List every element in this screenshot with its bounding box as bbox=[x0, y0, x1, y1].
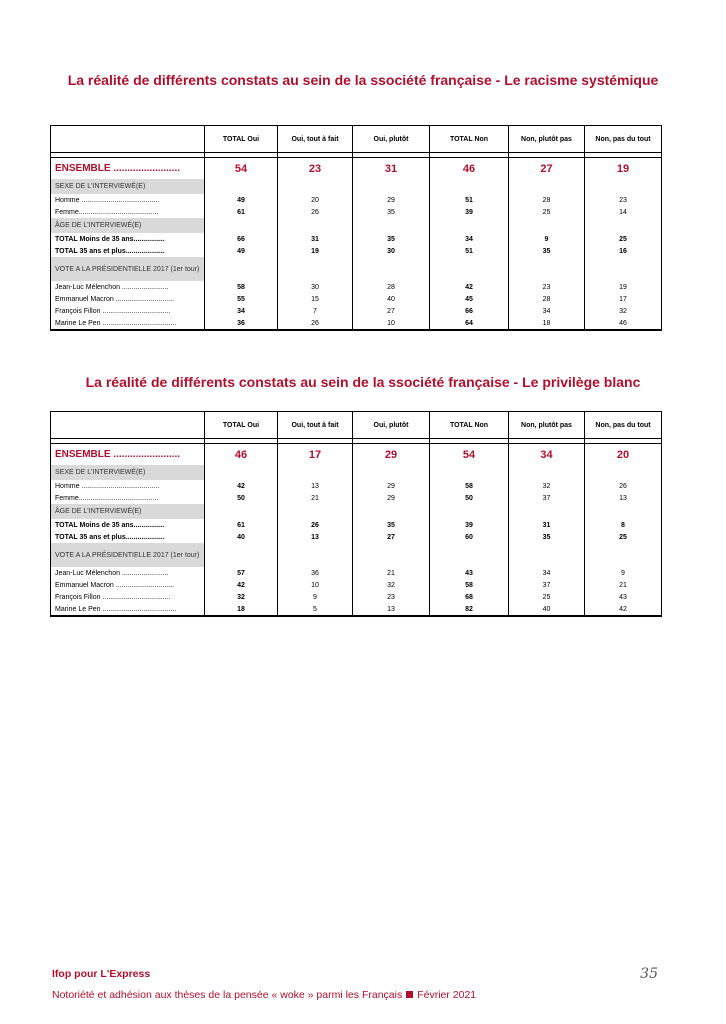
spacer-cell bbox=[352, 439, 429, 443]
spacer-cell bbox=[429, 439, 508, 443]
column-header: Non, plutôt pas bbox=[508, 412, 584, 438]
value-cell: 13 bbox=[277, 480, 352, 492]
value-cell: 51 bbox=[429, 245, 508, 257]
value-cell: 35 bbox=[508, 531, 584, 543]
table-row bbox=[51, 194, 661, 206]
value-cell: 9 bbox=[584, 567, 661, 579]
section-empty-cell bbox=[508, 465, 584, 480]
value-cell: 66 bbox=[204, 233, 277, 245]
value-cell: 68 bbox=[429, 591, 508, 603]
value-cell: 64 bbox=[429, 317, 508, 329]
value-cell: 37 bbox=[508, 579, 584, 591]
value-cell: 51 bbox=[429, 194, 508, 206]
value-cell: 21 bbox=[352, 567, 429, 579]
value-cell: 15 bbox=[277, 293, 352, 305]
row-label: Homme ........................................ bbox=[55, 482, 160, 490]
value-cell: 10 bbox=[352, 317, 429, 329]
table-row bbox=[51, 603, 661, 615]
value-cell: 55 bbox=[204, 293, 277, 305]
section-empty-cell bbox=[429, 465, 508, 480]
value-cell: 27 bbox=[352, 531, 429, 543]
section-empty-cell bbox=[429, 257, 508, 281]
section-empty-cell bbox=[584, 504, 661, 519]
page-number: 35 bbox=[640, 966, 658, 982]
table-row bbox=[51, 317, 661, 329]
table-header-row bbox=[51, 126, 661, 153]
value-cell: 35 bbox=[352, 233, 429, 245]
value-cell: 17 bbox=[584, 293, 661, 305]
value-cell: 34 bbox=[429, 233, 508, 245]
value-cell: 29 bbox=[352, 444, 429, 465]
value-cell: 61 bbox=[204, 519, 277, 531]
table-row bbox=[51, 281, 661, 293]
section-empty-cell bbox=[277, 543, 352, 567]
section-label: SEXE DE L'INTERVIEWÉ(E) bbox=[51, 465, 204, 480]
value-cell: 9 bbox=[277, 591, 352, 603]
value-cell: 82 bbox=[429, 603, 508, 615]
value-cell: 26 bbox=[277, 206, 352, 218]
section-empty-cell bbox=[584, 179, 661, 194]
column-header: Oui, tout à fait bbox=[277, 412, 352, 438]
row-label: TOTAL Moins de 35 ans................ bbox=[55, 521, 165, 529]
value-cell: 23 bbox=[352, 591, 429, 603]
value-cell: 8 bbox=[584, 519, 661, 531]
value-cell: 32 bbox=[584, 305, 661, 317]
value-cell: 13 bbox=[352, 603, 429, 615]
value-cell: 35 bbox=[508, 245, 584, 257]
value-cell: 42 bbox=[204, 579, 277, 591]
table-row bbox=[51, 293, 661, 305]
value-cell: 27 bbox=[352, 305, 429, 317]
footer-organization: Ifop pour L'Express bbox=[52, 968, 151, 980]
value-cell: 45 bbox=[429, 293, 508, 305]
row-label: TOTAL 35 ans et plus.................... bbox=[55, 247, 165, 255]
header-label-cell bbox=[51, 126, 204, 152]
value-cell: 60 bbox=[429, 531, 508, 543]
value-cell: 25 bbox=[508, 591, 584, 603]
value-cell: 23 bbox=[508, 281, 584, 293]
value-cell: 36 bbox=[204, 317, 277, 329]
value-cell: 49 bbox=[204, 194, 277, 206]
value-cell: 42 bbox=[429, 281, 508, 293]
value-cell: 26 bbox=[277, 519, 352, 531]
value-cell: 21 bbox=[584, 579, 661, 591]
section-header-row bbox=[51, 504, 661, 519]
square-bullet-icon bbox=[406, 991, 413, 998]
value-cell: 32 bbox=[352, 579, 429, 591]
section-empty-cell bbox=[508, 257, 584, 281]
section-empty-cell bbox=[204, 179, 277, 194]
column-header: TOTAL Oui bbox=[204, 412, 277, 438]
spacer-cell bbox=[204, 153, 277, 157]
value-cell: 39 bbox=[429, 206, 508, 218]
row-label: ENSEMBLE ........................ bbox=[55, 449, 181, 460]
value-cell: 26 bbox=[277, 317, 352, 329]
value-cell: 35 bbox=[352, 519, 429, 531]
column-header: Non, pas du tout bbox=[584, 126, 661, 152]
value-cell: 50 bbox=[204, 492, 277, 504]
value-cell: 25 bbox=[584, 233, 661, 245]
value-cell: 54 bbox=[204, 158, 277, 179]
column-header: TOTAL Non bbox=[429, 412, 508, 438]
value-cell: 26 bbox=[584, 480, 661, 492]
table-row bbox=[51, 531, 661, 543]
value-cell: 13 bbox=[277, 531, 352, 543]
row-label: Marine Le Pen ...................................... bbox=[55, 605, 177, 613]
section-empty-cell bbox=[277, 465, 352, 480]
row-label: TOTAL 35 ans et plus.................... bbox=[55, 533, 165, 541]
value-cell: 43 bbox=[429, 567, 508, 579]
section-empty-cell bbox=[352, 257, 429, 281]
section-empty-cell bbox=[204, 543, 277, 567]
table-row bbox=[51, 480, 661, 492]
section-label: VOTE A LA PRÉSIDENTIELLE 2017 (1er tour) bbox=[51, 543, 204, 567]
table-row bbox=[51, 206, 661, 218]
column-header: Oui, tout à fait bbox=[277, 126, 352, 152]
section-empty-cell bbox=[352, 179, 429, 194]
value-cell: 27 bbox=[508, 158, 584, 179]
row-label: TOTAL Moins de 35 ans................ bbox=[55, 235, 165, 243]
row-label: Marine Le Pen ...................................... bbox=[55, 319, 177, 327]
value-cell: 23 bbox=[584, 194, 661, 206]
table-row bbox=[51, 567, 661, 579]
value-cell: 29 bbox=[352, 480, 429, 492]
value-cell: 43 bbox=[584, 591, 661, 603]
value-cell: 49 bbox=[204, 245, 277, 257]
value-cell: 18 bbox=[508, 317, 584, 329]
section-empty-cell bbox=[508, 218, 584, 233]
section-empty-cell bbox=[429, 218, 508, 233]
section-empty-cell bbox=[429, 543, 508, 567]
row-label: Emmanuel Macron .............................. bbox=[55, 581, 175, 589]
ensemble-row bbox=[51, 158, 661, 179]
value-cell: 34 bbox=[508, 305, 584, 317]
value-cell: 25 bbox=[584, 531, 661, 543]
section-empty-cell bbox=[277, 257, 352, 281]
value-cell: 50 bbox=[429, 492, 508, 504]
section-header-row bbox=[51, 543, 661, 567]
value-cell: 58 bbox=[429, 579, 508, 591]
section-label: ÂGE DE L'INTERVIEWÉ(E) bbox=[51, 504, 204, 519]
section-empty-cell bbox=[584, 257, 661, 281]
footer-date: Février 2021 bbox=[417, 989, 477, 1001]
section-empty-cell bbox=[277, 218, 352, 233]
value-cell: 34 bbox=[508, 567, 584, 579]
value-cell: 32 bbox=[204, 591, 277, 603]
row-label: Homme ........................................ bbox=[55, 196, 160, 204]
column-header: Oui, plutôt bbox=[352, 412, 429, 438]
spacer-cell bbox=[51, 439, 204, 443]
column-header: Non, pas du tout bbox=[584, 412, 661, 438]
column-header: Oui, plutôt bbox=[352, 126, 429, 152]
header-label-cell bbox=[51, 412, 204, 438]
value-cell: 21 bbox=[277, 492, 352, 504]
value-cell: 10 bbox=[277, 579, 352, 591]
section-empty-cell bbox=[277, 179, 352, 194]
section-empty-cell bbox=[429, 504, 508, 519]
value-cell: 16 bbox=[584, 245, 661, 257]
value-cell: 57 bbox=[204, 567, 277, 579]
section-empty-cell bbox=[508, 179, 584, 194]
table-row bbox=[51, 519, 661, 531]
value-cell: 29 bbox=[352, 492, 429, 504]
table-header-row bbox=[51, 412, 661, 439]
section-empty-cell bbox=[204, 218, 277, 233]
footer-study-title: Notoriété et adhésion aux thèses de la pensée « woke » parmi les Français bbox=[52, 989, 403, 1001]
table-title: La réalité de différents constats au sein de la ssociété française - Le racisme systémique bbox=[67, 72, 659, 88]
row-label: Femme......................................... bbox=[55, 494, 159, 502]
section-empty-cell bbox=[204, 257, 277, 281]
section-header-row bbox=[51, 257, 661, 281]
value-cell: 19 bbox=[584, 158, 661, 179]
value-cell: 32 bbox=[508, 480, 584, 492]
value-cell: 35 bbox=[352, 206, 429, 218]
value-cell: 31 bbox=[277, 233, 352, 245]
value-cell: 36 bbox=[277, 567, 352, 579]
table-row bbox=[51, 233, 661, 245]
value-cell: 23 bbox=[277, 158, 352, 179]
spacer-cell bbox=[508, 153, 584, 157]
row-label: Femme......................................... bbox=[55, 208, 159, 216]
value-cell: 14 bbox=[584, 206, 661, 218]
value-cell: 46 bbox=[204, 444, 277, 465]
section-label: SEXE DE L'INTERVIEWÉ(E) bbox=[51, 179, 204, 194]
value-cell: 20 bbox=[277, 194, 352, 206]
column-header: TOTAL Non bbox=[429, 126, 508, 152]
section-empty-cell bbox=[508, 543, 584, 567]
value-cell: 58 bbox=[429, 480, 508, 492]
row-label: François Fillon ................................... bbox=[55, 307, 171, 315]
section-header-row bbox=[51, 218, 661, 233]
value-cell: 39 bbox=[429, 519, 508, 531]
value-cell: 34 bbox=[204, 305, 277, 317]
section-empty-cell bbox=[277, 504, 352, 519]
value-cell: 28 bbox=[508, 293, 584, 305]
row-label: Emmanuel Macron .............................. bbox=[55, 295, 175, 303]
section-empty-cell bbox=[584, 465, 661, 480]
value-cell: 61 bbox=[204, 206, 277, 218]
spacer-cell bbox=[584, 153, 661, 157]
value-cell: 42 bbox=[204, 480, 277, 492]
spacer-cell bbox=[204, 439, 277, 443]
row-label: ENSEMBLE ........................ bbox=[55, 163, 181, 174]
value-cell: 17 bbox=[277, 444, 352, 465]
value-cell: 20 bbox=[584, 444, 661, 465]
section-empty-cell bbox=[352, 465, 429, 480]
table-row bbox=[51, 591, 661, 603]
value-cell: 7 bbox=[277, 305, 352, 317]
value-cell: 28 bbox=[508, 194, 584, 206]
value-cell: 19 bbox=[584, 281, 661, 293]
value-cell: 29 bbox=[352, 194, 429, 206]
spacer-cell bbox=[584, 439, 661, 443]
value-cell: 46 bbox=[584, 317, 661, 329]
column-header: TOTAL Oui bbox=[204, 126, 277, 152]
row-label: Jean-Luc Mélenchon ........................ bbox=[55, 283, 169, 291]
section-header-row bbox=[51, 179, 661, 194]
results-table bbox=[50, 411, 662, 617]
section-empty-cell bbox=[508, 504, 584, 519]
section-empty-cell bbox=[352, 218, 429, 233]
section-empty-cell bbox=[352, 504, 429, 519]
table-row bbox=[51, 245, 661, 257]
table-row bbox=[51, 579, 661, 591]
value-cell: 25 bbox=[508, 206, 584, 218]
spacer-cell bbox=[51, 153, 204, 157]
value-cell: 40 bbox=[352, 293, 429, 305]
value-cell: 40 bbox=[508, 603, 584, 615]
spacer-cell bbox=[352, 153, 429, 157]
table-row bbox=[51, 492, 661, 504]
section-header-row bbox=[51, 465, 661, 480]
section-empty-cell bbox=[204, 504, 277, 519]
value-cell: 66 bbox=[429, 305, 508, 317]
value-cell: 31 bbox=[508, 519, 584, 531]
column-header: Non, plutôt pas bbox=[508, 126, 584, 152]
value-cell: 46 bbox=[429, 158, 508, 179]
table-title: La réalité de différents constats au sein de la ssociété française - Le privilège blanc bbox=[85, 374, 641, 390]
table-row bbox=[51, 305, 661, 317]
value-cell: 19 bbox=[277, 245, 352, 257]
section-empty-cell bbox=[429, 179, 508, 194]
footer-description bbox=[52, 989, 476, 1001]
spacer-cell bbox=[508, 439, 584, 443]
spacer-cell bbox=[277, 153, 352, 157]
value-cell: 13 bbox=[584, 492, 661, 504]
value-cell: 40 bbox=[204, 531, 277, 543]
value-cell: 30 bbox=[352, 245, 429, 257]
section-empty-cell bbox=[352, 543, 429, 567]
section-empty-cell bbox=[204, 465, 277, 480]
row-label: Jean-Luc Mélenchon ........................ bbox=[55, 569, 169, 577]
ensemble-row bbox=[51, 444, 661, 465]
row-label: François Fillon ................................... bbox=[55, 593, 171, 601]
value-cell: 54 bbox=[429, 444, 508, 465]
spacer-cell bbox=[429, 153, 508, 157]
value-cell: 28 bbox=[352, 281, 429, 293]
value-cell: 31 bbox=[352, 158, 429, 179]
results-table bbox=[50, 125, 662, 331]
value-cell: 58 bbox=[204, 281, 277, 293]
value-cell: 5 bbox=[277, 603, 352, 615]
spacer-cell bbox=[277, 439, 352, 443]
value-cell: 18 bbox=[204, 603, 277, 615]
section-label: VOTE A LA PRÉSIDENTIELLE 2017 (1er tour) bbox=[51, 257, 204, 281]
section-empty-cell bbox=[584, 543, 661, 567]
value-cell: 9 bbox=[508, 233, 584, 245]
value-cell: 37 bbox=[508, 492, 584, 504]
value-cell: 42 bbox=[584, 603, 661, 615]
value-cell: 34 bbox=[508, 444, 584, 465]
section-label: ÂGE DE L'INTERVIEWÉ(E) bbox=[51, 218, 204, 233]
section-empty-cell bbox=[584, 218, 661, 233]
value-cell: 30 bbox=[277, 281, 352, 293]
